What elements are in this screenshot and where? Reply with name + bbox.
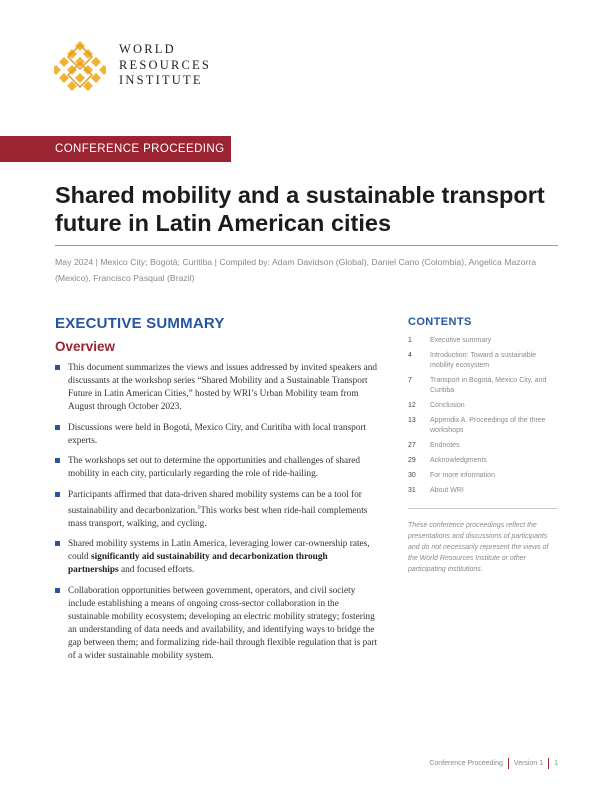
disclaimer-note: These conference proceedings reflect the presentations and discussions of participants and do not necessarily represent the views of the World Resources Institute or other participating institutions.: [408, 522, 549, 573]
toc-label[interactable]: Conclusion: [430, 402, 465, 409]
toc-page-number: 31: [408, 487, 416, 494]
toc-item[interactable]: [408, 376, 558, 396]
bullet-square-icon: [55, 365, 60, 370]
toc-page-number: 27: [408, 442, 416, 449]
toc-label[interactable]: Acknowledgments: [430, 457, 487, 464]
list-item: [55, 585, 380, 663]
toc-label[interactable]: Appendix A. Proceedings of the three workshops: [430, 417, 546, 434]
toc-label[interactable]: About WRI: [430, 487, 464, 494]
toc-page-number: 29: [408, 457, 416, 464]
list-item: [55, 362, 380, 414]
contents-heading: CONTENTS: [408, 316, 472, 328]
bullet-text: This document summarizes the views and issues addressed by invited speakers and discussants at the workshop series “Shared Mobility and a Sustainable Transport Future in Latin American Cities,” hosted by WRI’s Urban Mobility team from August through October 2023.: [68, 363, 378, 412]
bullet-square-icon: [55, 588, 60, 593]
overview-heading: Overview: [55, 339, 116, 354]
brand-wordmark: [119, 42, 211, 89]
footer-divider: [548, 758, 549, 769]
brand-line-3: INSTITUTE: [119, 73, 203, 87]
toc-item[interactable]: [408, 351, 558, 371]
toc-page-number: 30: [408, 472, 416, 479]
bullet-square-icon: [55, 541, 60, 546]
page-footer: [429, 758, 558, 769]
document-type-banner: CONFERENCE PROCEEDING: [0, 136, 231, 162]
executive-summary-heading: EXECUTIVE SUMMARY: [55, 315, 225, 332]
table-of-contents: [408, 336, 558, 501]
summary-bullet-list: [55, 362, 380, 670]
bullet-text: Discussions were held in Bogotá, Mexico City, and Curitiba with local transport experts.: [68, 422, 367, 446]
footer-version: Version 1: [513, 760, 544, 767]
toc-label[interactable]: Endnotes: [430, 442, 460, 449]
toc-label[interactable]: Transport in Bogotá, Mexico City, and Curitiba: [430, 377, 547, 394]
list-item: [55, 455, 380, 481]
bullet-text: Participants affirmed that data-driven shared mobility systems can be a tool for sustainability and decarbonization.: [68, 489, 362, 516]
toc-page-number: 13: [408, 417, 416, 424]
toc-item[interactable]: [408, 401, 558, 411]
toc-page-number: 4: [408, 352, 412, 359]
toc-page-number: 12: [408, 402, 416, 409]
toc-item[interactable]: [408, 471, 558, 481]
title-divider: [55, 245, 558, 246]
page-title: Shared mobility and a sustainable transport future in Latin American cities: [55, 182, 545, 236]
footer-page-number: 1: [554, 760, 558, 767]
list-item: [55, 422, 380, 448]
endnote-ref-link[interactable]: 1: [197, 504, 201, 511]
bullet-square-icon: [55, 492, 60, 497]
bullet-text: The workshops set out to determine the opportunities and challenges of shared mobility in each city, particularly regarding the role of ride-hailing.: [68, 456, 361, 479]
bullet-text: Collaboration opportunities between government, operators, and civil society include establishing a means of ongoing cross-sector collaboration in the sustainable mobility ecosystem; developing an electric mobility strategy; fostering an understanding of data needs and availability, and identifying ways to bridge the gap between them; and formalizing ride-hail through flexible regulation that is part of a wider sustainable mobility system.: [68, 585, 378, 661]
toc-item[interactable]: [408, 441, 558, 451]
footer-doc-type: Conference Proceeding: [429, 760, 503, 767]
bullet-square-icon: [55, 458, 60, 463]
toc-item[interactable]: [408, 486, 558, 496]
footer-divider: [508, 758, 509, 769]
toc-label[interactable]: For more information: [430, 472, 495, 479]
wri-logo-icon: [54, 40, 106, 92]
sidebar-divider: [408, 508, 558, 509]
toc-item[interactable]: [408, 336, 558, 346]
publication-meta: May 2024 | Mexico City; Bogotá; Curitiba | Compiled by: Adam Davidson (Global), Daniel Cano (Colombia), Angelica Mazorra (Mexico), Francisco Pasqual (Brazil): [55, 257, 537, 283]
bullet-emphasis: significantly aid sustainability and decarbonization through partnerships: [68, 552, 328, 576]
toc-item[interactable]: [408, 456, 558, 466]
bullet-text: Shared mobility systems in Latin America, leveraging lower car-ownership rates, could: [68, 539, 370, 563]
brand-line-1: WORLD: [119, 42, 176, 56]
bullet-square-icon: [55, 425, 60, 430]
toc-page-number: 1: [408, 337, 412, 344]
list-item: [55, 489, 380, 531]
toc-item[interactable]: [408, 416, 558, 436]
brand-line-2: RESOURCES: [119, 57, 212, 72]
toc-page-number: 7: [408, 377, 412, 384]
toc-label[interactable]: Executive summary: [430, 337, 492, 344]
toc-label[interactable]: Introduction: Toward a sustainable mobility ecosystem: [430, 352, 537, 369]
bullet-text-continued: and focused efforts.: [118, 565, 195, 576]
bullet-text-continued: This works best when ride-hail complements mass transport, walking, and cycling.: [68, 505, 368, 529]
list-item: [55, 538, 380, 577]
